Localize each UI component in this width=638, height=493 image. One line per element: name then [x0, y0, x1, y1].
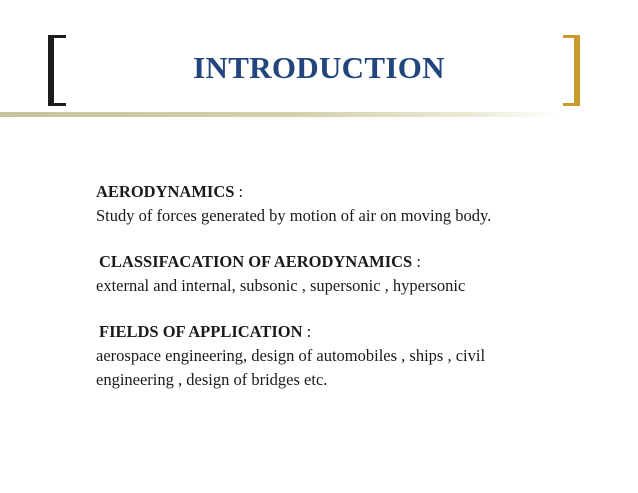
- title-underline-bar: [0, 112, 560, 117]
- section-separator: :: [234, 182, 244, 201]
- section-body-line: engineering , design of bridges etc.: [96, 370, 328, 389]
- section-heading: AERODYNAMICS: [96, 182, 235, 201]
- section-separator: :: [412, 252, 421, 271]
- section-heading-line: [96, 180, 616, 204]
- section-body-line: aerospace engineering, design of automobiles , ships , civil: [96, 346, 486, 365]
- section-separator: :: [302, 322, 312, 341]
- section-fields-of-application: [96, 320, 616, 392]
- slide-content: [96, 180, 616, 414]
- section-heading-line: [96, 320, 616, 344]
- section-heading: CLASSIFACATION OF AERODYNAMICS: [99, 252, 413, 271]
- section-body-line: Study of forces generated by motion of air on moving body.: [96, 206, 492, 225]
- section-body-line: external and internal, subsonic , supersonic , hypersonic: [96, 276, 466, 295]
- section-classification: [96, 250, 616, 298]
- section-aerodynamics: [96, 180, 616, 228]
- slide-title: INTRODUCTION: [193, 50, 445, 85]
- section-heading: FIELDS OF APPLICATION: [99, 322, 303, 341]
- section-heading-line: [96, 250, 616, 274]
